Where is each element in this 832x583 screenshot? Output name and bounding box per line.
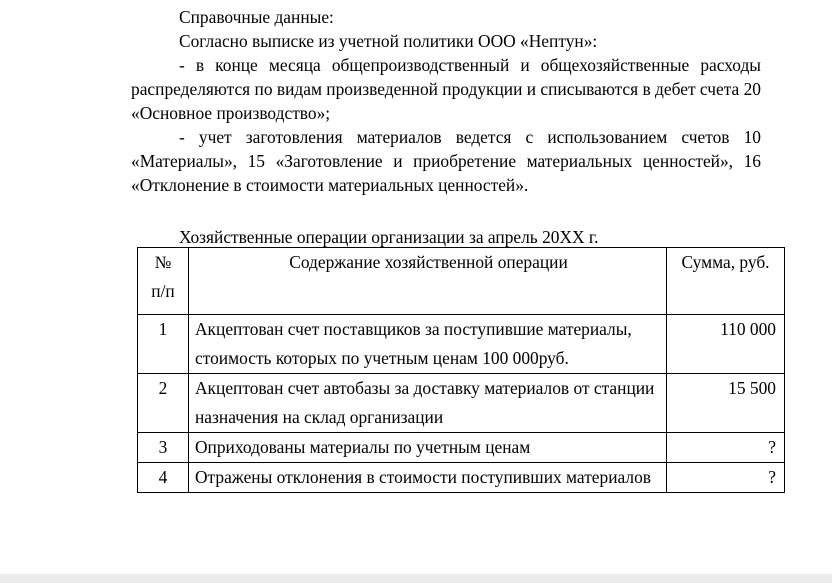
row-number: 4 [138, 463, 189, 493]
row-number: 2 [138, 374, 189, 433]
header-number-line1: № [154, 252, 172, 272]
reference-intro: Согласно выписке из учетной политики ООО «Нептун»: [179, 31, 598, 51]
row-content: Оприходованы материалы по учетным ценам [189, 433, 667, 463]
row-sum: ? [667, 463, 785, 493]
row-number: 1 [138, 315, 189, 374]
reference-title: Справочные данные: [179, 7, 334, 27]
row-sum: 110 000 [667, 315, 785, 374]
row-content: Отражены отклонения в стоимости поступивших материалов [189, 463, 667, 493]
table-row [138, 433, 785, 463]
table-caption: Хозяйственные операции организации за апрель 20ХХ г. [179, 227, 599, 247]
row-sum: ? [667, 433, 785, 463]
reference-item-2: - учет заготовления материалов ведется с использованием счетов 10 «Материалы», 15 «Заготовление и приобретение материальных ценностей», 16 «Отклонение в стоимости материальных ценностей». [131, 127, 761, 195]
reference-item-1: - в конце месяца общепроизводственный и общехозяйственные расходы распределяются по видам произведенной продукции и списываются в дебет счета 20 «Основное производство»; [131, 55, 762, 123]
page-bottom-shade [0, 574, 832, 583]
row-content: Акцептован счет поставщиков за поступившие материалы, стоимость которых по учетным ценам 100 000руб. [189, 315, 667, 374]
table-row [138, 315, 785, 374]
header-number-line2: п/п [151, 281, 175, 301]
row-content: Акцептован счет автобазы за доставку материалов от станции назначения на склад организации [189, 374, 667, 433]
row-number: 3 [138, 433, 189, 463]
table-header-row [138, 248, 785, 315]
reference-section [131, 5, 761, 197]
operations-table [137, 247, 785, 493]
table-row [138, 463, 785, 493]
header-content: Содержание хозяйственной операции [189, 248, 667, 315]
table-row [138, 374, 785, 433]
header-number [138, 248, 189, 315]
row-sum: 15 500 [667, 374, 785, 433]
header-sum: Сумма, руб. [667, 248, 785, 315]
